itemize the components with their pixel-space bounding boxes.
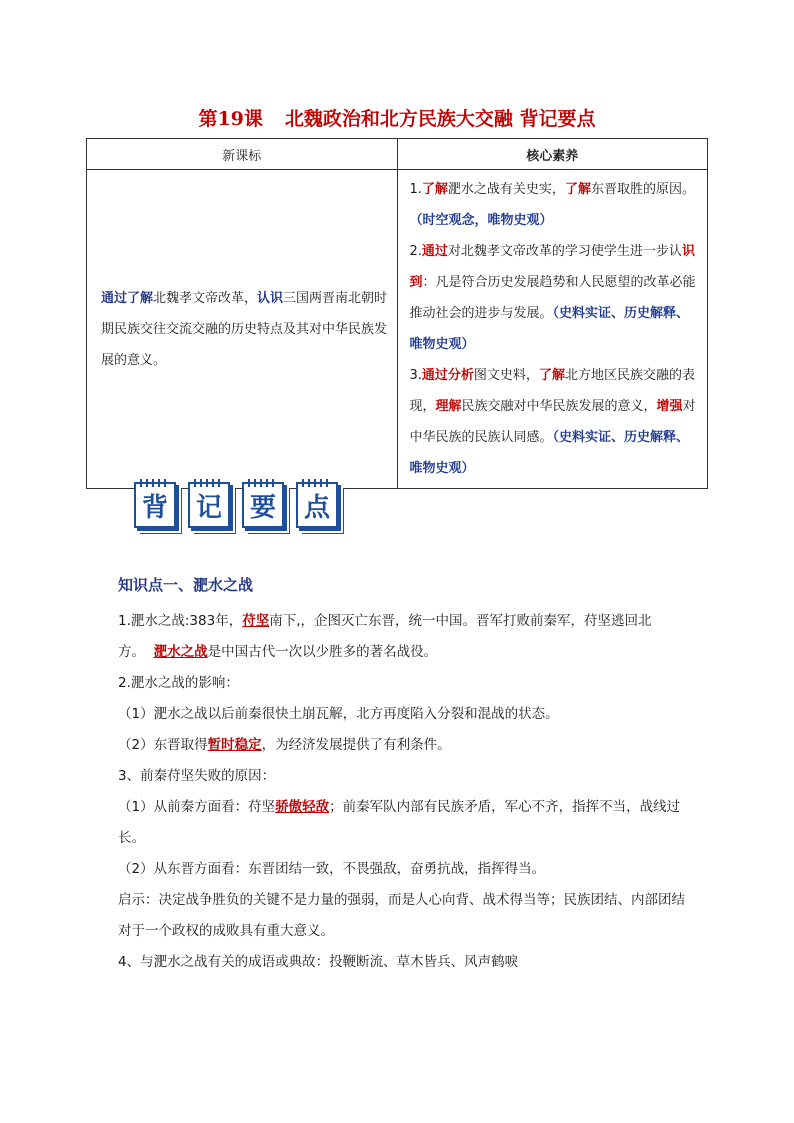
banner-char-4: 点 <box>296 482 338 528</box>
paragraph-8: 启示：决定战争胜负的关键不是力量的强弱，而是人心向背、战术得当等；民族团结、内部团结对于一个政权的成败具有重大意义。 <box>118 892 685 939</box>
core-literacy-cell <box>397 170 708 489</box>
header-new-standard: 新课标 <box>87 139 398 170</box>
lesson-title: 北魏政治和北方民族大交融 背记要点 <box>284 108 596 130</box>
header-core-literacy: 核心素养 <box>397 139 708 170</box>
paragraph-2: 2.淝水之战的影响： <box>118 675 239 691</box>
paragraph-6: （1）从前秦方面看：苻坚骄傲轻敌；前秦军队内部有民族矛盾，军心不齐，指挥不当，战线过长。 <box>118 799 681 846</box>
banner-char-2: 记 <box>188 482 230 528</box>
lesson-number: 第19课 <box>198 108 263 130</box>
standards-table <box>86 138 708 489</box>
paragraph-3: （1）淝水之战以后前秦很快土崩瓦解，北方再度陷入分裂和混战的状态。 <box>118 706 559 722</box>
paragraph-9: 4、与淝水之战有关的成语或典故：投鞭断流、草木皆兵、风声鹤唳 <box>118 954 519 970</box>
memorize-banner <box>134 482 344 534</box>
standard-cell: 通过了解北魏孝文帝改革，认识三国两晋南北朝时期民族交往交流交融的历史特点及其对中华民族发展的意义。 <box>87 170 398 489</box>
banner-char-1: 背 <box>134 482 176 528</box>
table-row <box>87 170 708 489</box>
literacy-item-1: 1.了解淝水之战有关史实，了解东晋取胜的原因。（时空观念，唯物史观） <box>409 182 695 228</box>
paragraph-7: （2）从东晋方面看：东晋团结一致，不畏强敌，奋勇抗战，指挥得当。 <box>118 861 546 877</box>
paragraph-4: （2）东晋取得暂时稳定，为经济发展提供了有利条件。 <box>118 737 451 753</box>
paragraph-5: 3、前秦苻坚失败的原因： <box>118 768 276 784</box>
knowledge-body <box>118 606 698 978</box>
knowledge-heading: 知识点一、淝水之战 <box>118 576 254 594</box>
paragraph-1: 1.淝水之战:383年，苻坚南下,，企图灭亡东晋，统一中国。晋军打败前秦军，苻坚逃回北方。 淝水之战是中国古代一次以少胜多的著名战役。 <box>118 613 652 660</box>
page-title <box>0 104 794 131</box>
table-header-row <box>87 139 708 170</box>
banner-char-3: 要 <box>242 482 284 528</box>
literacy-item-2: 2.通过对北魏孝文帝改革的学习使学生进一步认识到：凡是符合历史发展趋势和人民愿望的改革必能推动社会的进步与发展。（史料实证、历史解释、唯物史观） <box>409 244 696 352</box>
literacy-item-3: 3.通过分析图文史料，了解北方地区民族交融的表现，理解民族交融对中华民族发展的意义，增强对中华民族的民族认同感。（史料实证、历史解释、唯物史观） <box>409 368 696 476</box>
